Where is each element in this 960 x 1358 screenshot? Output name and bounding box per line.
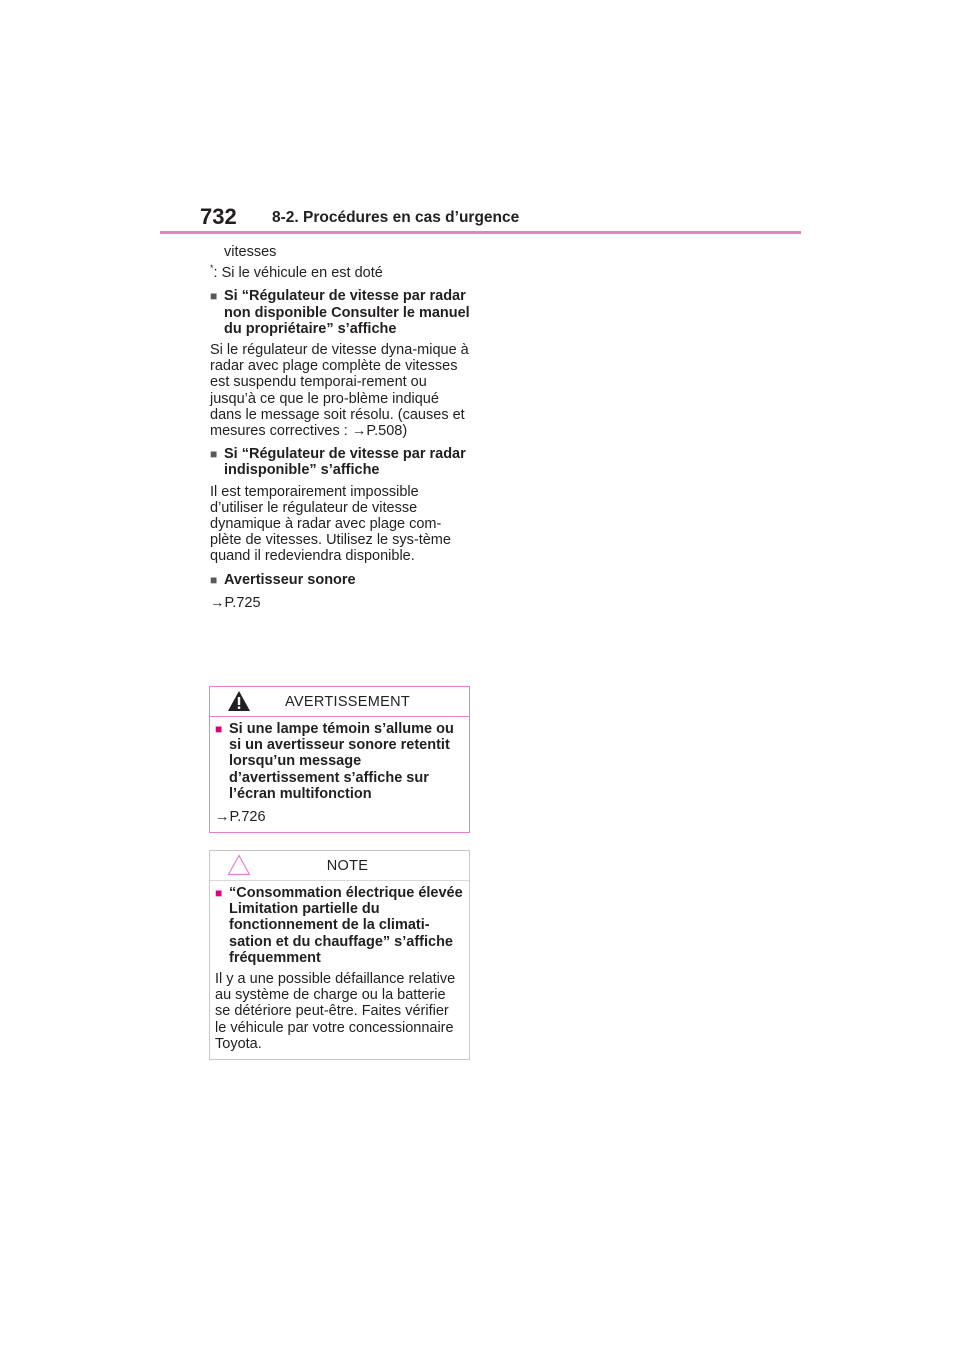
section-heading-text: Avertisseur sonore xyxy=(224,571,356,588)
warning-box-body xyxy=(210,717,469,825)
warning-heading xyxy=(215,721,463,802)
section-heading-text: Si “Régulateur de vitesse par radar indisponible” s’affiche xyxy=(224,446,466,479)
section-title: 8-2. Procédures en cas d’urgence xyxy=(272,209,520,226)
section-body-text: Si le régulateur de vitesse dyna-mique à radar avec plage complète de vitesses est suspendu temporai-rement ou jusqu’à ce que le pro-blème indiqué dans le message soit résolu. (causes et mesures correctives : →P.508) xyxy=(210,342,469,440)
note-box-title: NOTE xyxy=(326,858,369,874)
note-heading-text: “Consommation électrique élevée Limitation partielle du fonctionnement de la climati-sation et du chauffage” s’affiche fréquemment xyxy=(229,885,463,966)
page-reference-link[interactable]: →P.725 xyxy=(210,594,261,611)
note-heading xyxy=(215,885,463,966)
note-body-text: Il y a une possible défaillance relative au système de charge ou la batterie se détériore peut-être. Faites vérifier le véhicule par votre concessionnaire Toyota. xyxy=(215,971,456,1052)
note-box xyxy=(209,850,470,1060)
warning-box-header xyxy=(210,687,469,717)
page-header xyxy=(160,200,801,236)
square-bullet-icon: ■ xyxy=(215,722,223,736)
section-heading-radar-unavailable xyxy=(210,446,470,478)
square-bullet-icon: ■ xyxy=(215,886,223,900)
square-bullet-icon: ■ xyxy=(210,447,218,462)
main-column xyxy=(210,244,470,611)
section-body-text: Il est temporairement impossible d’utiliser le régulateur de vitesse dynamique à radar avec plage com-plète de vitesses. Utilisez le sys-tème quand il redeviendra disponible. xyxy=(210,483,451,565)
page-reference-link[interactable]: →P.726 xyxy=(215,809,266,826)
section-heading-radar-unavailable-manual xyxy=(210,288,470,337)
section-heading-buzzer xyxy=(210,572,470,588)
page-number: 732 xyxy=(200,204,237,229)
header-rule xyxy=(160,231,801,234)
footnote xyxy=(210,265,470,281)
note-box-header xyxy=(210,851,469,881)
footnote-mark: * xyxy=(210,263,214,274)
square-bullet-icon: ■ xyxy=(210,572,218,587)
warning-heading-text: Si une lampe témoin s’allume ou si un avertisseur sonore retentit lorsqu’un message d’avertissement s’affiche sur l’écran multifonction xyxy=(229,721,454,802)
section-heading-text: Si “Régulateur de vitesse par radar non disponible Consulter le manuel du propriétaire” s’affiche xyxy=(224,288,470,337)
square-bullet-icon: ■ xyxy=(210,289,218,304)
note-box-body xyxy=(210,881,469,1052)
warning-box-title: AVERTISSEMENT xyxy=(284,694,411,710)
warning-box xyxy=(209,686,470,833)
continuation-text: vitesses xyxy=(224,244,277,260)
footnote-text: : Si le véhicule en est doté xyxy=(213,265,383,282)
